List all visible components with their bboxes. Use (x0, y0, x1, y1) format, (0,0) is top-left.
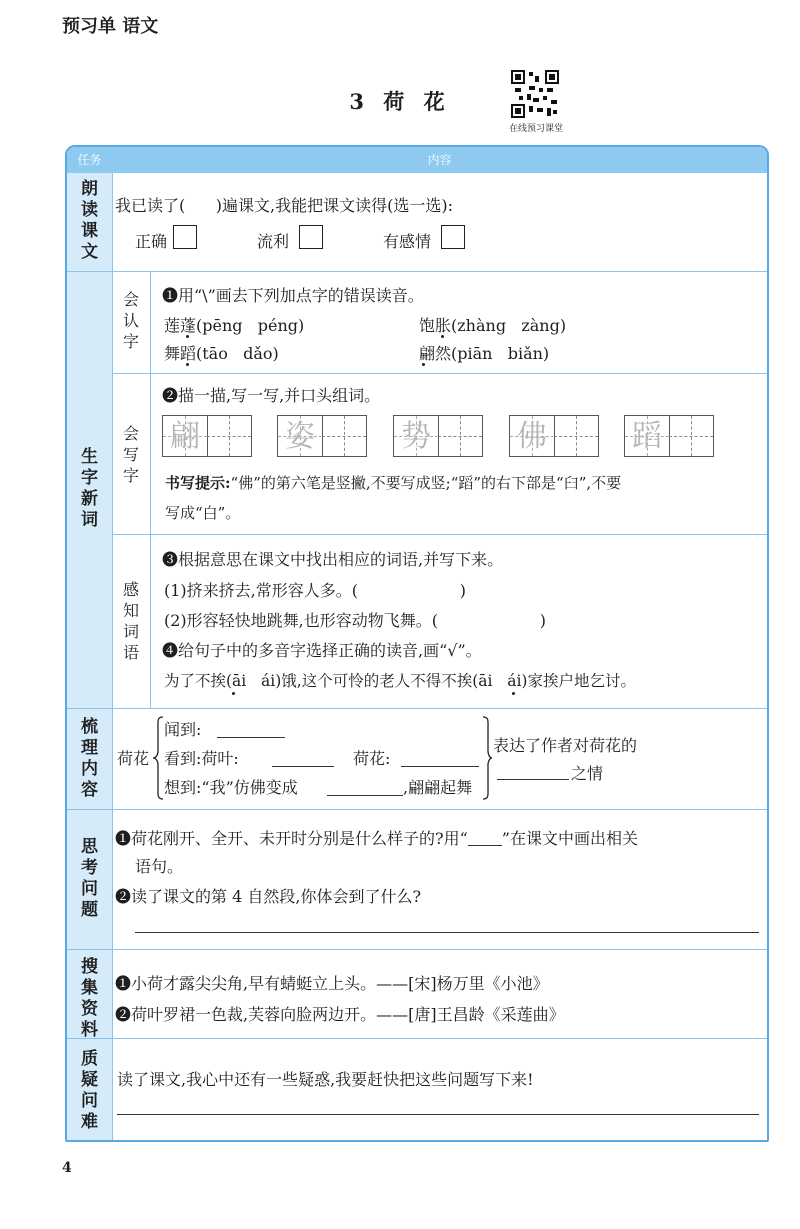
emphasis-dot (232, 692, 235, 695)
answer-blank[interactable] (272, 766, 334, 767)
outline-subject: 荷花 (117, 749, 150, 768)
writing-grid[interactable] (624, 415, 714, 457)
divider (112, 534, 767, 535)
trace-character: 蹈 (632, 419, 662, 454)
option-checkbox[interactable] (173, 225, 197, 249)
writing-grid[interactable] (393, 415, 483, 457)
outline-conclusion2: 之情 (571, 764, 604, 783)
label-outline: 梳 理 内 容 (81, 717, 98, 800)
table-header (67, 147, 767, 173)
outline-think2: ,翩翩起舞 (403, 778, 473, 797)
sublabel-write: 会 写 字 (122, 424, 139, 485)
subcolumn-divider (150, 271, 151, 708)
label-collect: 搜 集 资 料 (81, 957, 98, 1040)
header-content: 内容 (427, 153, 452, 167)
divider (67, 1038, 767, 1039)
outline-see-flower: 荷花: (353, 749, 391, 768)
page-number: 4 (62, 1160, 72, 1176)
trace-character: 佛 (517, 419, 547, 454)
answer-line[interactable] (117, 1114, 759, 1115)
perceive-q3: ❸根据意思在课文中找出相应的词语,并写下来。 (162, 550, 504, 569)
think-q1: ❶荷花刚开、全开、未开时分别是什么样子的?用“ ”在课文中画出相关 (115, 829, 638, 848)
left-brace-icon (151, 715, 165, 801)
trace-character: 势 (401, 419, 431, 454)
collect-poem-1: ❶小荷才露尖尖角,早有蜻蜓立上头。——[宋]杨万里《小池》 (115, 974, 549, 993)
emphasis-dot (422, 363, 425, 366)
option-checkbox[interactable] (441, 225, 465, 249)
perceive-q3-1: (1)挤来挤去,常形容人多。( ) (164, 581, 466, 600)
recognize-instruction: ❶用“\”画去下列加点字的错误读音。 (162, 286, 424, 305)
option-label: 流利 (257, 232, 290, 251)
option-checkbox[interactable] (299, 225, 323, 249)
answer-blank[interactable] (327, 795, 403, 796)
perceive-q3-2: (2)形容轻快地跳舞,也形容动物飞舞。( ) (164, 611, 546, 630)
think-q1-cont: 语句。 (135, 857, 184, 876)
sublabel-recognize: 会 认 字 (122, 290, 139, 351)
divider (67, 708, 767, 709)
right-brace-icon (481, 715, 493, 801)
emphasis-dot (441, 335, 444, 338)
series-title: 预习单 语文 (62, 16, 159, 37)
writing-grid[interactable] (162, 415, 252, 457)
pinyin-item: 饱胀(zhàng zàng) (419, 316, 567, 335)
trace-character: 姿 (285, 419, 315, 454)
think-q2: ❷读了课文的第 4 自然段,你体会到了什么? (115, 887, 422, 906)
perceive-q4: ❹给句子中的多音字选择正确的读音,画“√”。 (162, 641, 482, 660)
qr-code-icon[interactable] (511, 70, 559, 118)
writing-tip: 书写提示:“佛”的第六笔是竖撇,不要写成竖;“蹈”的右下部是“臼”,不要 (165, 474, 622, 492)
write-instruction: ❷描一描,写一写,并口头组词。 (162, 386, 381, 405)
trace-character: 翩 (170, 419, 200, 454)
answer-blank[interactable] (401, 766, 479, 767)
outline-conclusion: 表达了作者对荷花的 (493, 736, 638, 755)
divider (112, 373, 767, 374)
outline-see: 看到:荷叶: (164, 749, 239, 768)
divider (67, 271, 767, 272)
qr-label: 在线预习课堂 (508, 124, 563, 134)
worksheet-table (65, 145, 769, 1142)
writing-grid[interactable] (277, 415, 367, 457)
question-prompt: 读了课文,我心中还有一些疑惑,我要赶快把这些问题写下来! (117, 1070, 534, 1089)
lesson-title: 3 荷 花 (349, 89, 451, 114)
writing-tip-line2: 写成“白”。 (165, 504, 241, 522)
label-new-words: 生 字 新 词 (81, 447, 98, 530)
option-label: 有感情 (383, 232, 432, 251)
answer-line[interactable] (135, 932, 759, 933)
writing-grid[interactable] (509, 415, 599, 457)
label-question: 质 疑 问 难 (81, 1049, 98, 1132)
label-think: 思 考 问 题 (81, 837, 98, 920)
divider (67, 809, 767, 810)
sublabel-perceive: 感 知 词 语 (122, 580, 139, 662)
perceive-q4-sentence: 为了不挨(āi ái)饿,这个可怜的老人不得不挨(āi ái)家挨户地乞讨。 (164, 672, 636, 690)
answer-blank[interactable] (497, 779, 569, 780)
pinyin-item: 翩然(piān biǎn) (419, 344, 550, 363)
header-task: 任务 (77, 153, 102, 167)
outline-think: 想到:“我”仿佛变成 (164, 778, 298, 797)
pinyin-item: 舞蹈(tāo dǎo) (164, 344, 279, 363)
label-read: 朗 读 课 文 (81, 179, 98, 262)
option-label: 正确 (135, 232, 168, 251)
answer-blank[interactable] (217, 737, 285, 738)
emphasis-dot (186, 363, 189, 366)
divider (67, 949, 767, 950)
pinyin-item: 莲蓬(pēng péng) (164, 316, 305, 335)
emphasis-dot (186, 335, 189, 338)
emphasis-dot (512, 692, 515, 695)
read-count-line: 我已读了( )遍课文,我能把课文读得(选一选): (115, 196, 453, 215)
outline-smell: 闻到: (164, 720, 202, 739)
collect-poem-2: ❷荷叶罗裙一色裁,芙蓉向脸两边开。——[唐]王昌龄《采莲曲》 (115, 1005, 565, 1024)
